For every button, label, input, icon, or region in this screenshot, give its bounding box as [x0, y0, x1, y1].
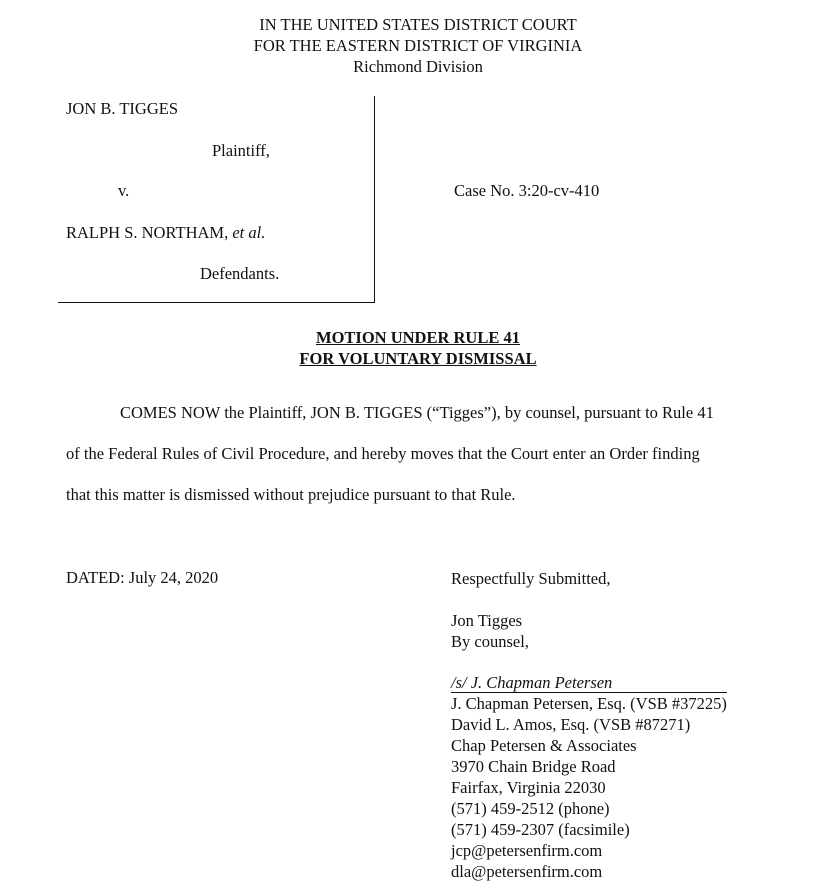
plaintiff-name: JON B. TIGGES [66, 99, 178, 118]
email-jcp: jcp@petersenfirm.com [451, 841, 603, 860]
counsel-block [451, 672, 727, 882]
client-block [451, 610, 529, 652]
body-line-3: that this matter is dismissed without prejudice pursuant to that Rule. [66, 485, 516, 504]
email-dla: dla@petersenfirm.com [451, 862, 603, 881]
firm-fax: (571) 459-2307 (facsimile) [451, 820, 630, 839]
firm-city: Fairfax, Virginia 22030 [451, 778, 606, 797]
defendant-label: Defendants. [200, 264, 280, 283]
versus: v. [118, 181, 130, 200]
defendant-name-text: RALPH S. NORTHAM, [66, 223, 229, 242]
court-division: Richmond Division [353, 57, 483, 76]
defendant-et-al: et al. [232, 223, 266, 242]
motion-title [0, 327, 828, 369]
counsel-line: David L. Amos, Esq. (VSB #87271) [451, 715, 691, 734]
dated: DATED: July 24, 2020 [66, 568, 219, 587]
client-name: Jon Tigges [451, 611, 523, 630]
case-number: Case No. 3:20-cv-410 [454, 181, 600, 200]
defendant-name [66, 223, 265, 243]
electronic-signature: /s/ J. Chapman Petersen [451, 673, 727, 693]
court-name-line2: FOR THE EASTERN DISTRICT OF VIRGINIA [253, 36, 583, 55]
caption-divider-horizontal [58, 302, 375, 303]
by-counsel: By counsel, [451, 632, 529, 651]
respectfully-submitted: Respectfully Submitted, [451, 569, 611, 588]
court-header [0, 14, 828, 77]
firm-name: Chap Petersen & Associates [451, 736, 637, 755]
plaintiff-label: Plaintiff, [212, 141, 270, 160]
court-name-line1: IN THE UNITED STATES DISTRICT COURT [259, 15, 577, 34]
caption-divider-vertical [374, 96, 375, 303]
motion-title-line2: FOR VOLUNTARY DISMISSAL [299, 349, 537, 368]
body-line-2: of the Federal Rules of Civil Procedure, and hereby moves that the Court enter an Order finding [66, 444, 700, 463]
counsel-line: J. Chapman Petersen, Esq. (VSB #37225) [451, 694, 727, 713]
motion-title-line1: MOTION UNDER RULE 41 [316, 328, 520, 347]
firm-street: 3970 Chain Bridge Road [451, 757, 616, 776]
firm-phone: (571) 459-2512 (phone) [451, 799, 610, 818]
body-line-1: COMES NOW the Plaintiff, JON B. TIGGES (“Tigges”), by counsel, pursuant to Rule 41 [120, 403, 714, 422]
